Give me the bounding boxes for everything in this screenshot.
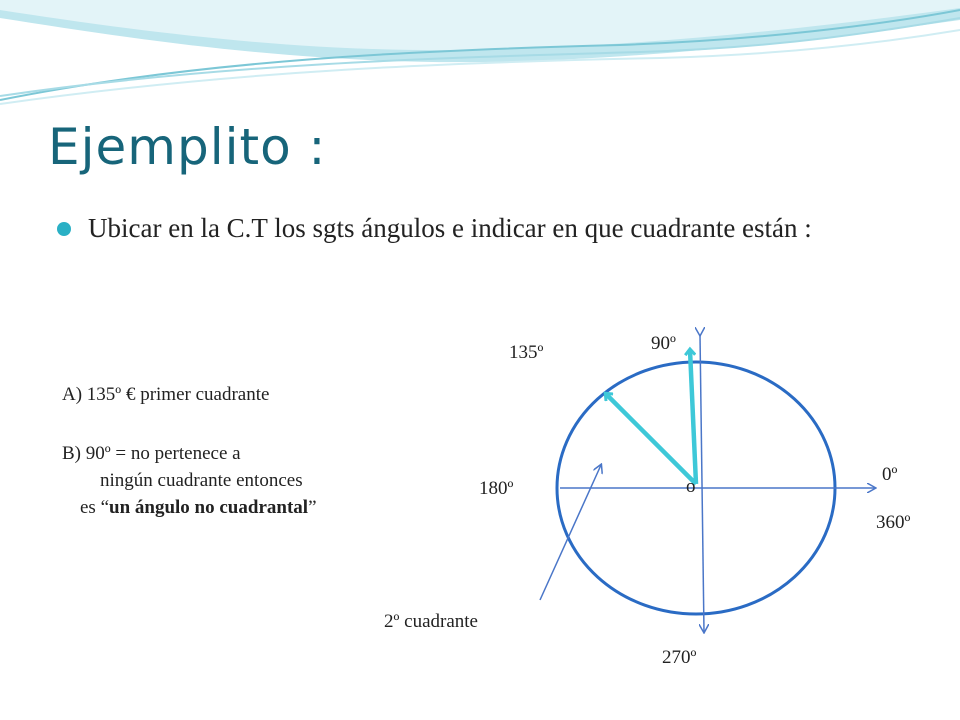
label-360: 360º <box>876 512 911 533</box>
origin-label: o <box>686 476 696 497</box>
label-135: 135º <box>509 342 544 363</box>
label-270: 270º <box>662 647 697 668</box>
y-axis <box>700 335 704 632</box>
answer-b-emphasis: un ángulo no cuadrantal <box>109 497 309 518</box>
bullet-text: Ubicar en la C.T los sgts ángulos e indicar en que cuadrante están : <box>88 213 812 243</box>
answer-b-suffix: ” <box>308 497 317 518</box>
vector-135 <box>606 394 696 484</box>
label-0: 0º <box>882 464 898 485</box>
slide-title: Ejemplito : <box>48 118 327 176</box>
label-90: 90º <box>651 333 676 354</box>
answer-b-line2: ningún cuadrante entonces <box>100 470 303 491</box>
quadrant-pointer-arrow <box>540 465 601 600</box>
label-180: 180º <box>479 478 514 499</box>
answer-b-line1: B) 90º = no pertenece a <box>62 443 241 464</box>
answer-a: A) 135º € primer cuadrante <box>62 384 270 405</box>
vector-90 <box>690 350 696 484</box>
quadrant-label: 2º cuadrante <box>384 611 478 632</box>
answer-b-prefix: es “ <box>80 497 110 518</box>
